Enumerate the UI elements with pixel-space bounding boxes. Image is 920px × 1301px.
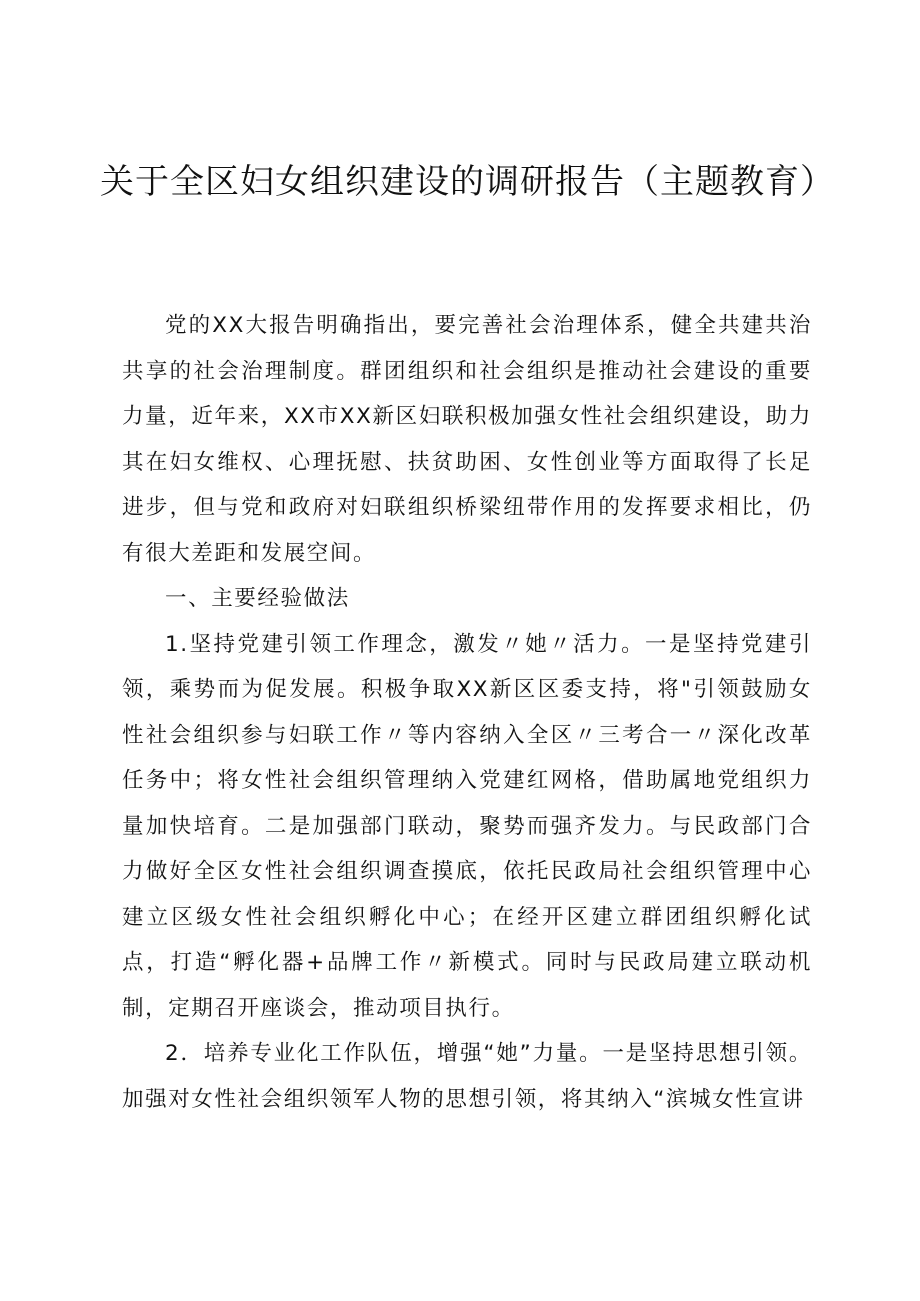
section-heading: 一、主要经验做法	[165, 586, 350, 611]
section-item-1-paragraph: 1.坚持党建引领工作理念，激发〃她〃活力。一是坚持党建引领，乘势而为促发展。积极争取XX新区区委支持，将"引领鼓励女性社会组织参与妇联工作〃等内容纳入全区〃三考合一〃深化改革任务中；将女性社会组织管理纳入党建红网格，借助属地党组织力量加快培育。二是加强部门联动，聚势而强齐发力。与民政部门合力做好全区女性社会组织调查摸底，依托民政局社会组织管理中心建立区级女性社会组织孵化中心；在经开区建立群团组织孵化试点，打造“孵化器+品牌工作〃新模式。同时与民政局建立联动机制，定期召开座谈会，推动项目执行。	[122, 631, 812, 1021]
intro-paragraph: 党的XX大报告明确指出，要完善社会治理体系，健全共建共治共享的社会治理制度。群团组织和社会组织是推动社会建设的重要力量，近年来，XX市XX新区妇联积极加强女性社会组织建设，助力其在妇女维权、心理抚慰、扶贫助困、女性创业等方面取得了长足进步，但与党和政府对妇联组织桥梁纽带作用的发挥要求相比，仍有很大差距和发展空间。	[122, 313, 812, 566]
document-title: 关于全区妇女组织建设的调研报告（主题教育）	[100, 162, 835, 202]
section-item-2-paragraph: 2．培养专业化工作队伍，增强“她”力量。一是坚持思想引领。加强对女性社会组织领军人物的思想引领，将其纳入“滨城女性宣讲	[122, 1041, 812, 1112]
document-body	[122, 303, 812, 1122]
